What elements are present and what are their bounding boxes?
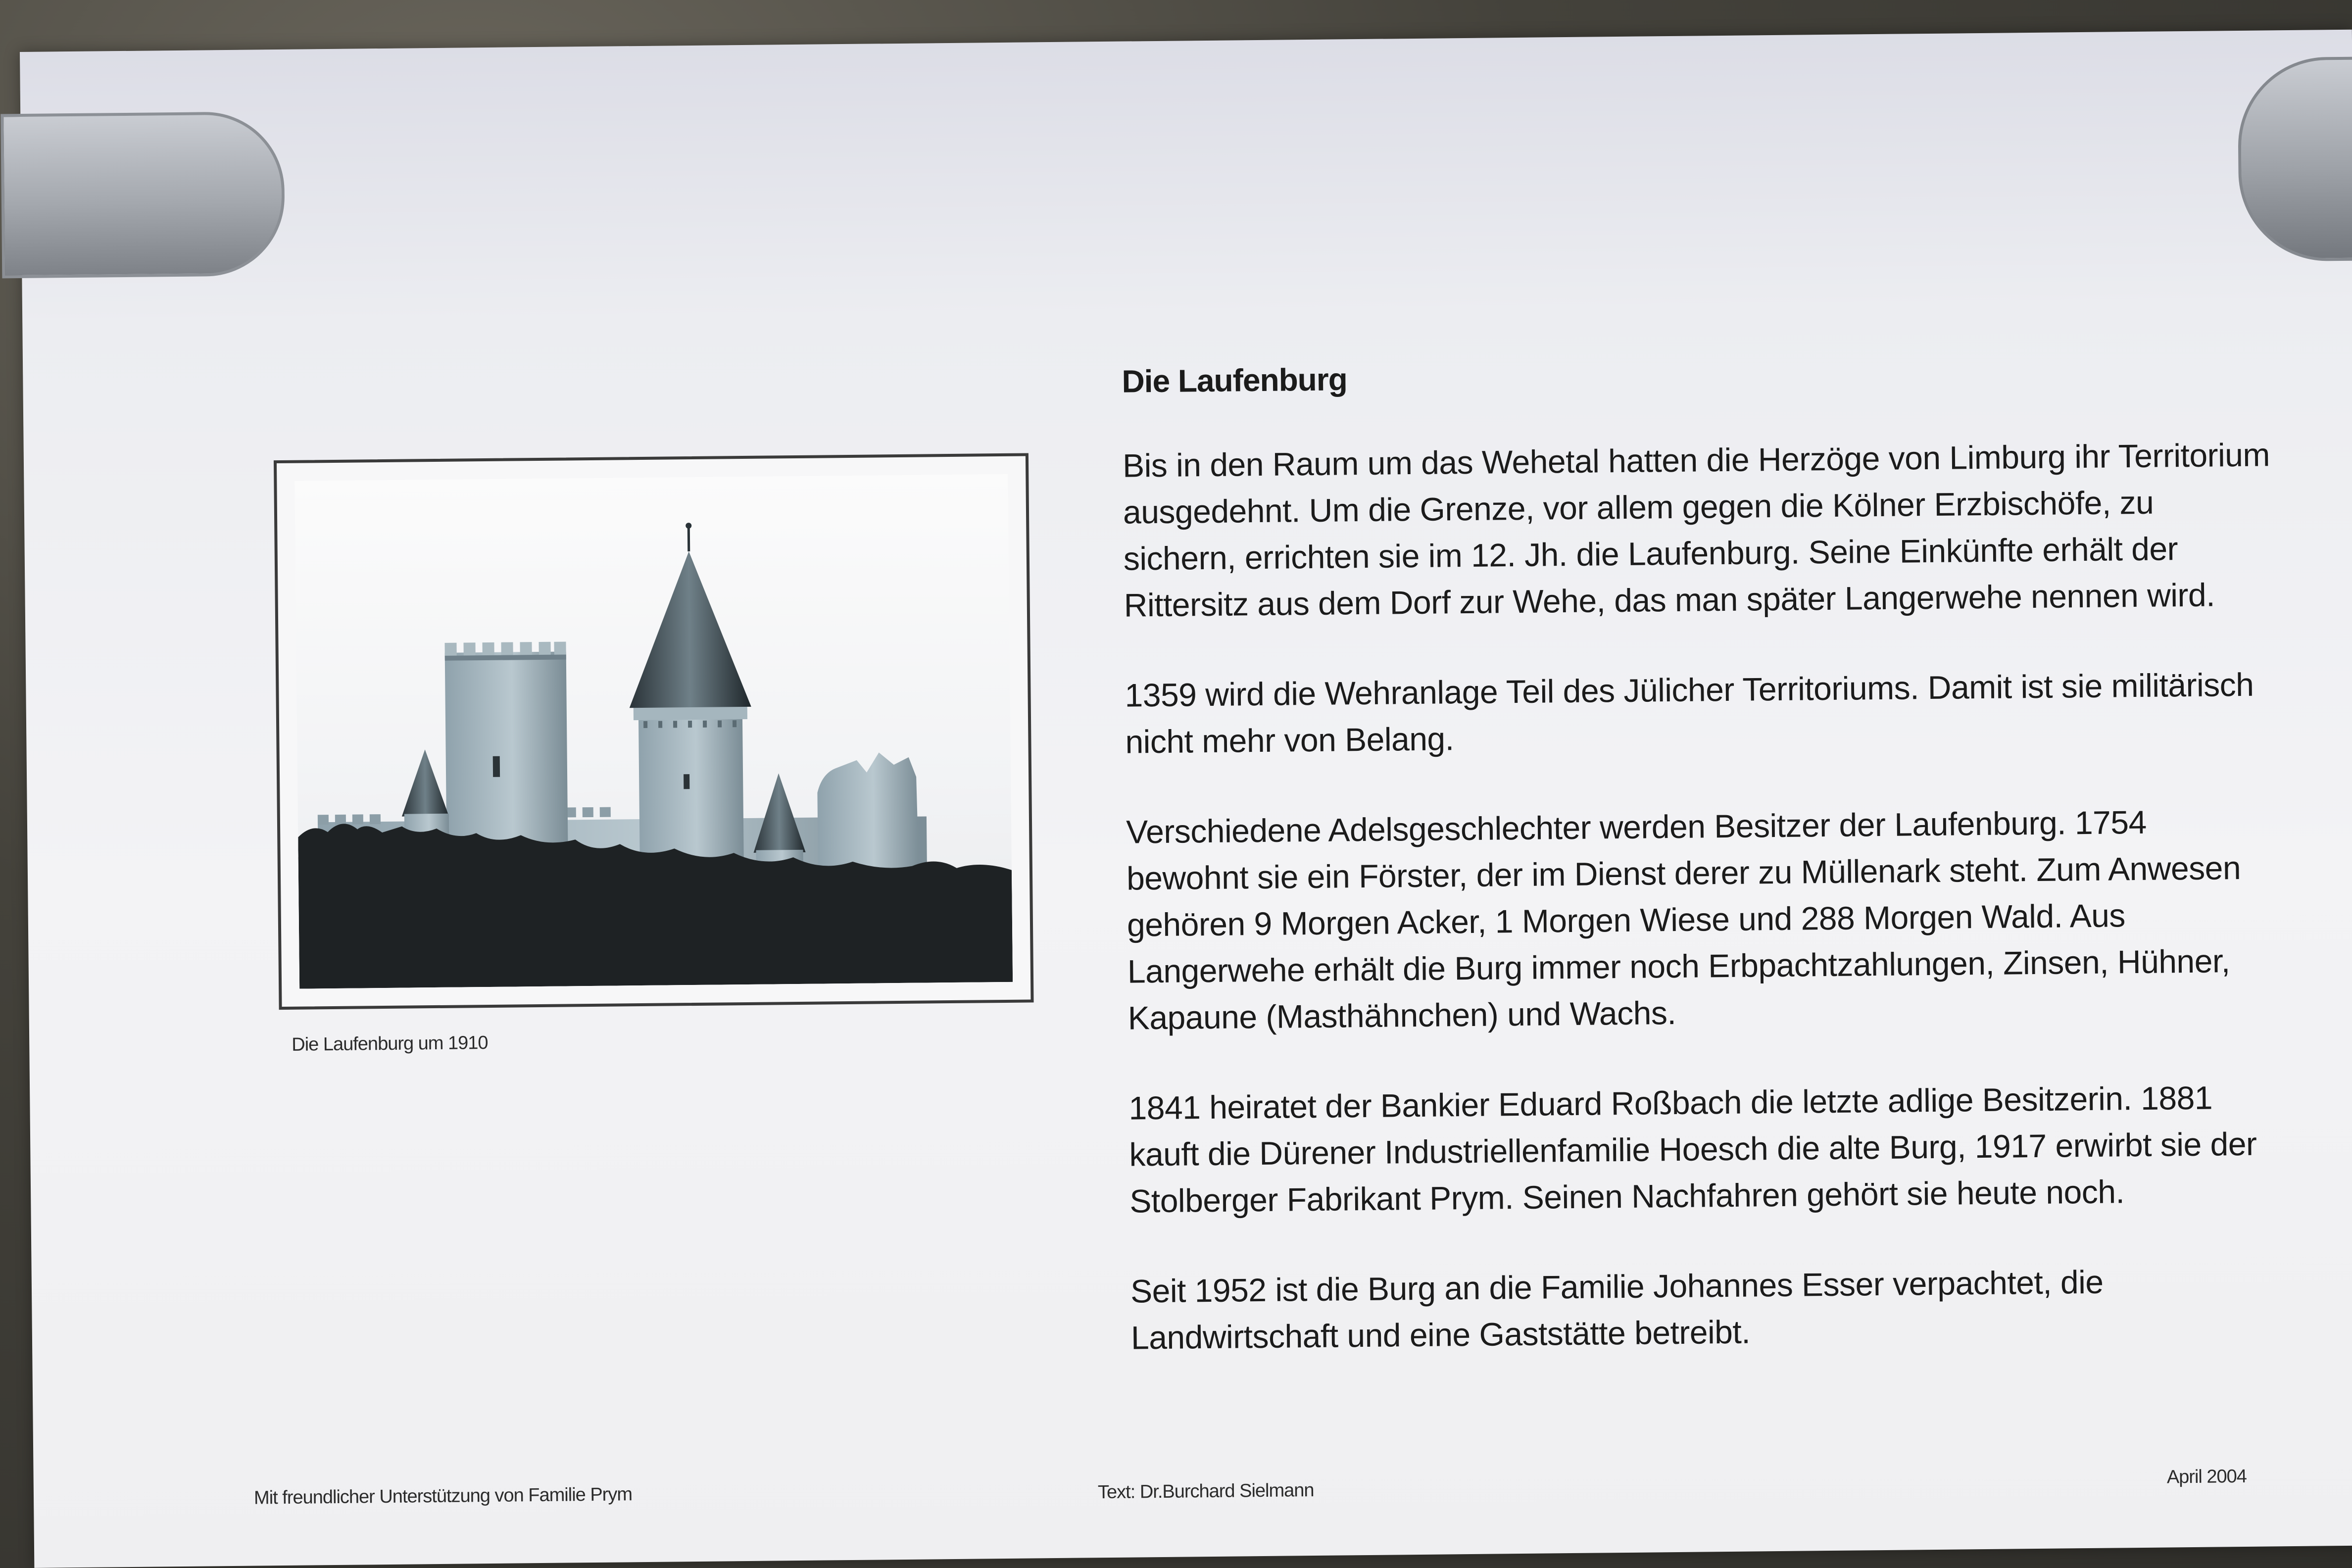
historic-photo-frame [274, 453, 1034, 1010]
paragraph-1: Bis in den Raum um das Wehetal hatten die Herzöge von Limburg ihr Territorium ausgedehnt. Um die Grenze, vor allem gegen die Kölner Erzbischöfe, zu sichern, errichten sie im 12. Jh. die Laufenburg. Seine Einkünfte erhält der Rittersitz aus dem Dorf zur Wehe, das man später Langerwehe nennen wird. [1122, 436, 2270, 624]
paragraph-5: Seit 1952 ist die Burg an die Familie Johannes Esser verpachtet, die Landwirtschaft und eine Gaststätte betreibt. [1130, 1263, 2104, 1356]
paragraph-2: 1359 wird die Wehranlage Teil des Jülicher Territoriums. Damit ist sie militärisch nicht mehr von Belang. [1125, 666, 2254, 760]
footer-date: April 2004 [2166, 1466, 2247, 1488]
photo-caption: Die Laufenburg um 1910 [292, 1032, 488, 1055]
mounting-clip-right [2237, 56, 2352, 262]
footer-author: Text: Dr.Burchard Sielmann [1097, 1480, 1314, 1503]
castle-photo [294, 474, 1013, 989]
paragraph-3: Verschiedene Adelsgeschlechter werden Besitzer der Laufenburg. 1754 bewohnt sie ein Förster, der im Dienst derer zu Müllenark steht. Zum Anwesen gehören 9 Morgen Acker, 1 Morgen Wiese und 288 Morgen Wald. Aus Langerwehe erhält die Burg immer noch Erbpachtzahlungen, Zinsen, Hühner, Kapaune (Masthähnchen) und Wachs. [1126, 803, 2241, 1036]
sign-title: Die Laufenburg [1122, 361, 1348, 399]
small-spire-left [401, 749, 449, 844]
text-block [1122, 352, 2280, 1404]
info-sign [20, 30, 2352, 1568]
footer-support: Mit freundlicher Unterstützung von Familie Prym [253, 1484, 633, 1509]
mounting-clip-left [0, 111, 285, 278]
paragraph-4: 1841 heiratet der Bankier Eduard Roßbach die letzte adlige Besitzerin. 1881 kauft die Dürener Industriellenfamilie Hoesch die alte Burg, 1917 erwirbt sie der Stolberger Fabrikant Prym. Seinen Nachfahren gehört sie heute noch. [1128, 1079, 2257, 1220]
